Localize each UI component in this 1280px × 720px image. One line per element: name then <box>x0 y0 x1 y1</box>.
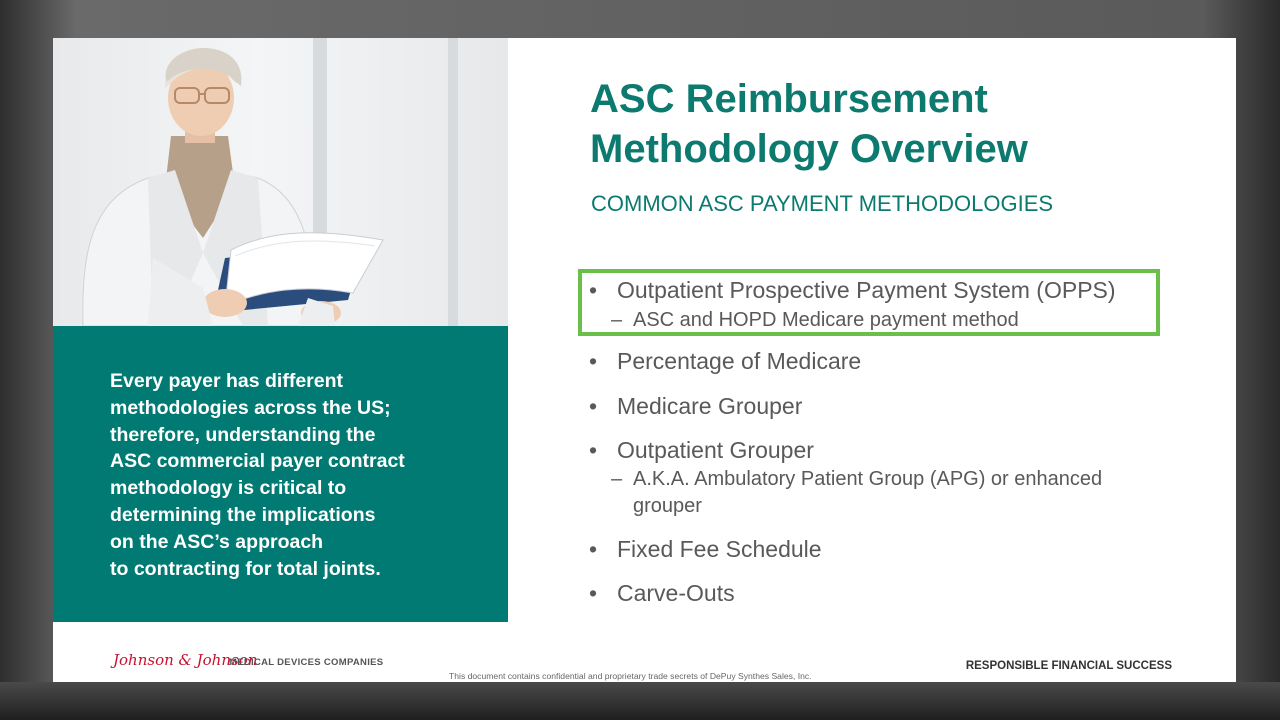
presentation-slide <box>53 38 1236 682</box>
callout-line: ASC commercial payer contract <box>110 450 405 473</box>
sub-item-label: ASC and HOPD Medicare payment method <box>633 309 1019 331</box>
room-floor-backdrop <box>0 682 1280 720</box>
sub-item <box>611 466 1102 520</box>
slide-subtitle: COMMON ASC PAYMENT METHODOLOGIES <box>591 191 1054 216</box>
callout-line: to contracting for total joints. <box>110 557 381 580</box>
sub-item-label: A.K.A. Ambulatory Patient Group (APG) or enhanced <box>633 468 1103 490</box>
callout-line: therefore, understanding the <box>110 423 376 446</box>
bullet-marker: • <box>589 277 598 303</box>
slide-title-line: ASC Reimbursement <box>590 77 988 121</box>
list-item-label: Medicare Grouper <box>617 393 803 419</box>
bullet-marker: • <box>589 536 598 562</box>
slide-title-line: Methodology Overview <box>590 127 1028 171</box>
bullet-marker: • <box>589 580 598 606</box>
highlight-box <box>578 269 1160 336</box>
confidential-notice: This document contains confidential and proprietary trade secrets of DePuy Synthes Sales, Inc. <box>449 671 812 681</box>
callout-line: determining the implications <box>110 503 376 526</box>
dash-marker: – <box>611 309 623 331</box>
list-item <box>585 535 822 563</box>
slide-title <box>590 74 1028 174</box>
list-item-label: Carve-Outs <box>617 580 735 606</box>
list-item <box>585 579 735 607</box>
bullet-marker: • <box>589 437 598 463</box>
footer-tagline: RESPONSIBLE FINANCIAL SUCCESS <box>965 660 1172 672</box>
list-item-label: Outpatient Grouper <box>617 437 814 463</box>
bullet-marker: • <box>589 393 598 419</box>
dash-marker: – <box>611 468 623 490</box>
callout-line: Every payer has different <box>110 370 344 392</box>
list-item <box>585 392 802 420</box>
list-item-label: Fixed Fee Schedule <box>617 536 822 562</box>
list-item-label: Outpatient Prospective Payment System (OPPS) <box>617 277 1116 303</box>
list-item-label: Percentage of Medicare <box>617 348 862 374</box>
callout-line: methodologies across the US; <box>110 396 391 419</box>
doctor-illustration <box>53 38 508 326</box>
list-item <box>585 347 861 375</box>
doctor-reading-document-photo <box>53 38 508 326</box>
jnj-logo: Johnson & Johnson <box>113 651 258 669</box>
callout-line: on the ASC’s approach <box>110 530 324 553</box>
list-item <box>585 436 814 464</box>
logo-division-label: MEDICAL DEVICES COMPANIES <box>229 657 384 668</box>
sub-item-label: grouper <box>633 495 702 517</box>
callout-line: methodology is critical to <box>110 477 347 500</box>
bullet-marker: • <box>589 348 598 374</box>
callout-panel <box>53 326 508 622</box>
callout-text <box>110 368 480 582</box>
